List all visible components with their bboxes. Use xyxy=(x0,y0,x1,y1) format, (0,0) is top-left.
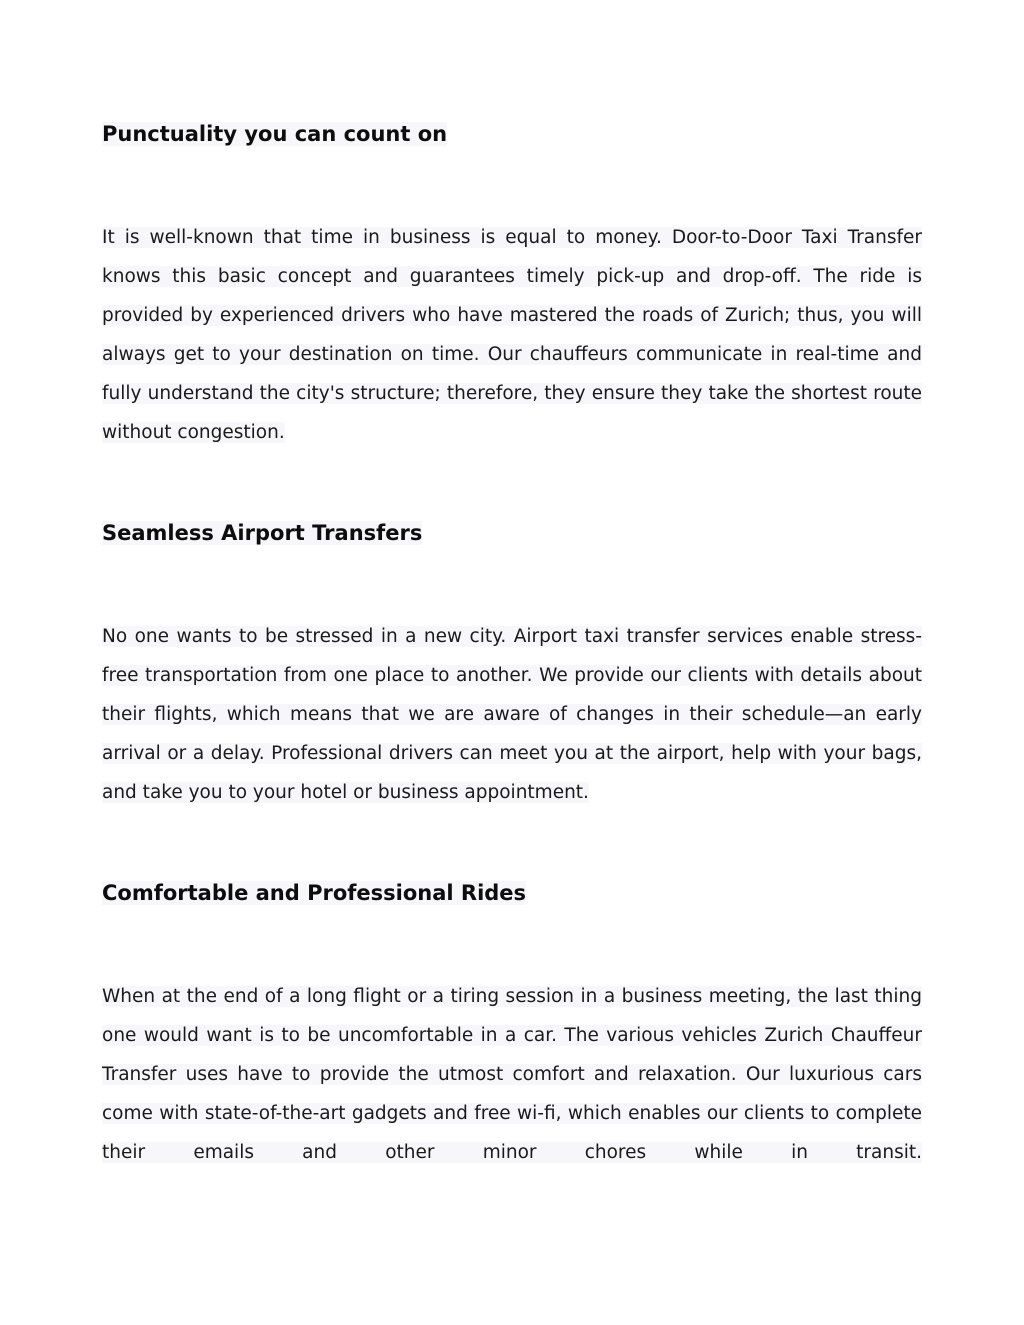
section-paragraph-text: When at the end of a long flight or a tiring session in a business meeting, the last thing one would want is to be uncomfortable in a car. The various vehicles Zurich Chauffeur Transfer uses have to provide the utmost comfort and relaxation. Our luxurious cars come with state-of-the-art gadgets and free wi-fi, which enables our clients to complete their emails and other minor chores while in transit. xyxy=(102,986,922,1163)
section-airport-transfers xyxy=(102,518,922,812)
section-paragraph xyxy=(102,218,922,452)
section-paragraph-text: It is well-known that time in business is equal to money. Door-to-Door Taxi Transfer knows this basic concept and guarantees timely pick-up and drop-off. The ride is provided by experienced drivers who have mastered the roads of Zurich; thus, you will always get to your destination on time. Our chauffeurs communicate in real-time and fully understand the city's structure; therefore, they ensure they take the shortest route without congestion. xyxy=(102,227,922,443)
section-heading xyxy=(102,518,922,548)
section-paragraph xyxy=(102,977,922,1172)
section-paragraph-text: No one wants to be stressed in a new city. Airport taxi transfer services enable stress-free transportation from one place to another. We provide our clients with details about their flights, which means that we are aware of changes in their schedule—an early arrival or a delay. Professional drivers can meet you at the airport, help with your bags, and take you to your hotel or business appointment. xyxy=(102,626,922,803)
section-heading-text: Seamless Airport Transfers xyxy=(102,521,423,545)
section-comfortable-rides xyxy=(102,878,922,1172)
section-heading-text: Comfortable and Professional Rides xyxy=(102,881,527,905)
section-heading xyxy=(102,119,922,149)
section-heading-text: Punctuality you can count on xyxy=(102,122,448,146)
section-paragraph xyxy=(102,617,922,812)
section-punctuality xyxy=(102,119,922,452)
section-heading xyxy=(102,878,922,908)
